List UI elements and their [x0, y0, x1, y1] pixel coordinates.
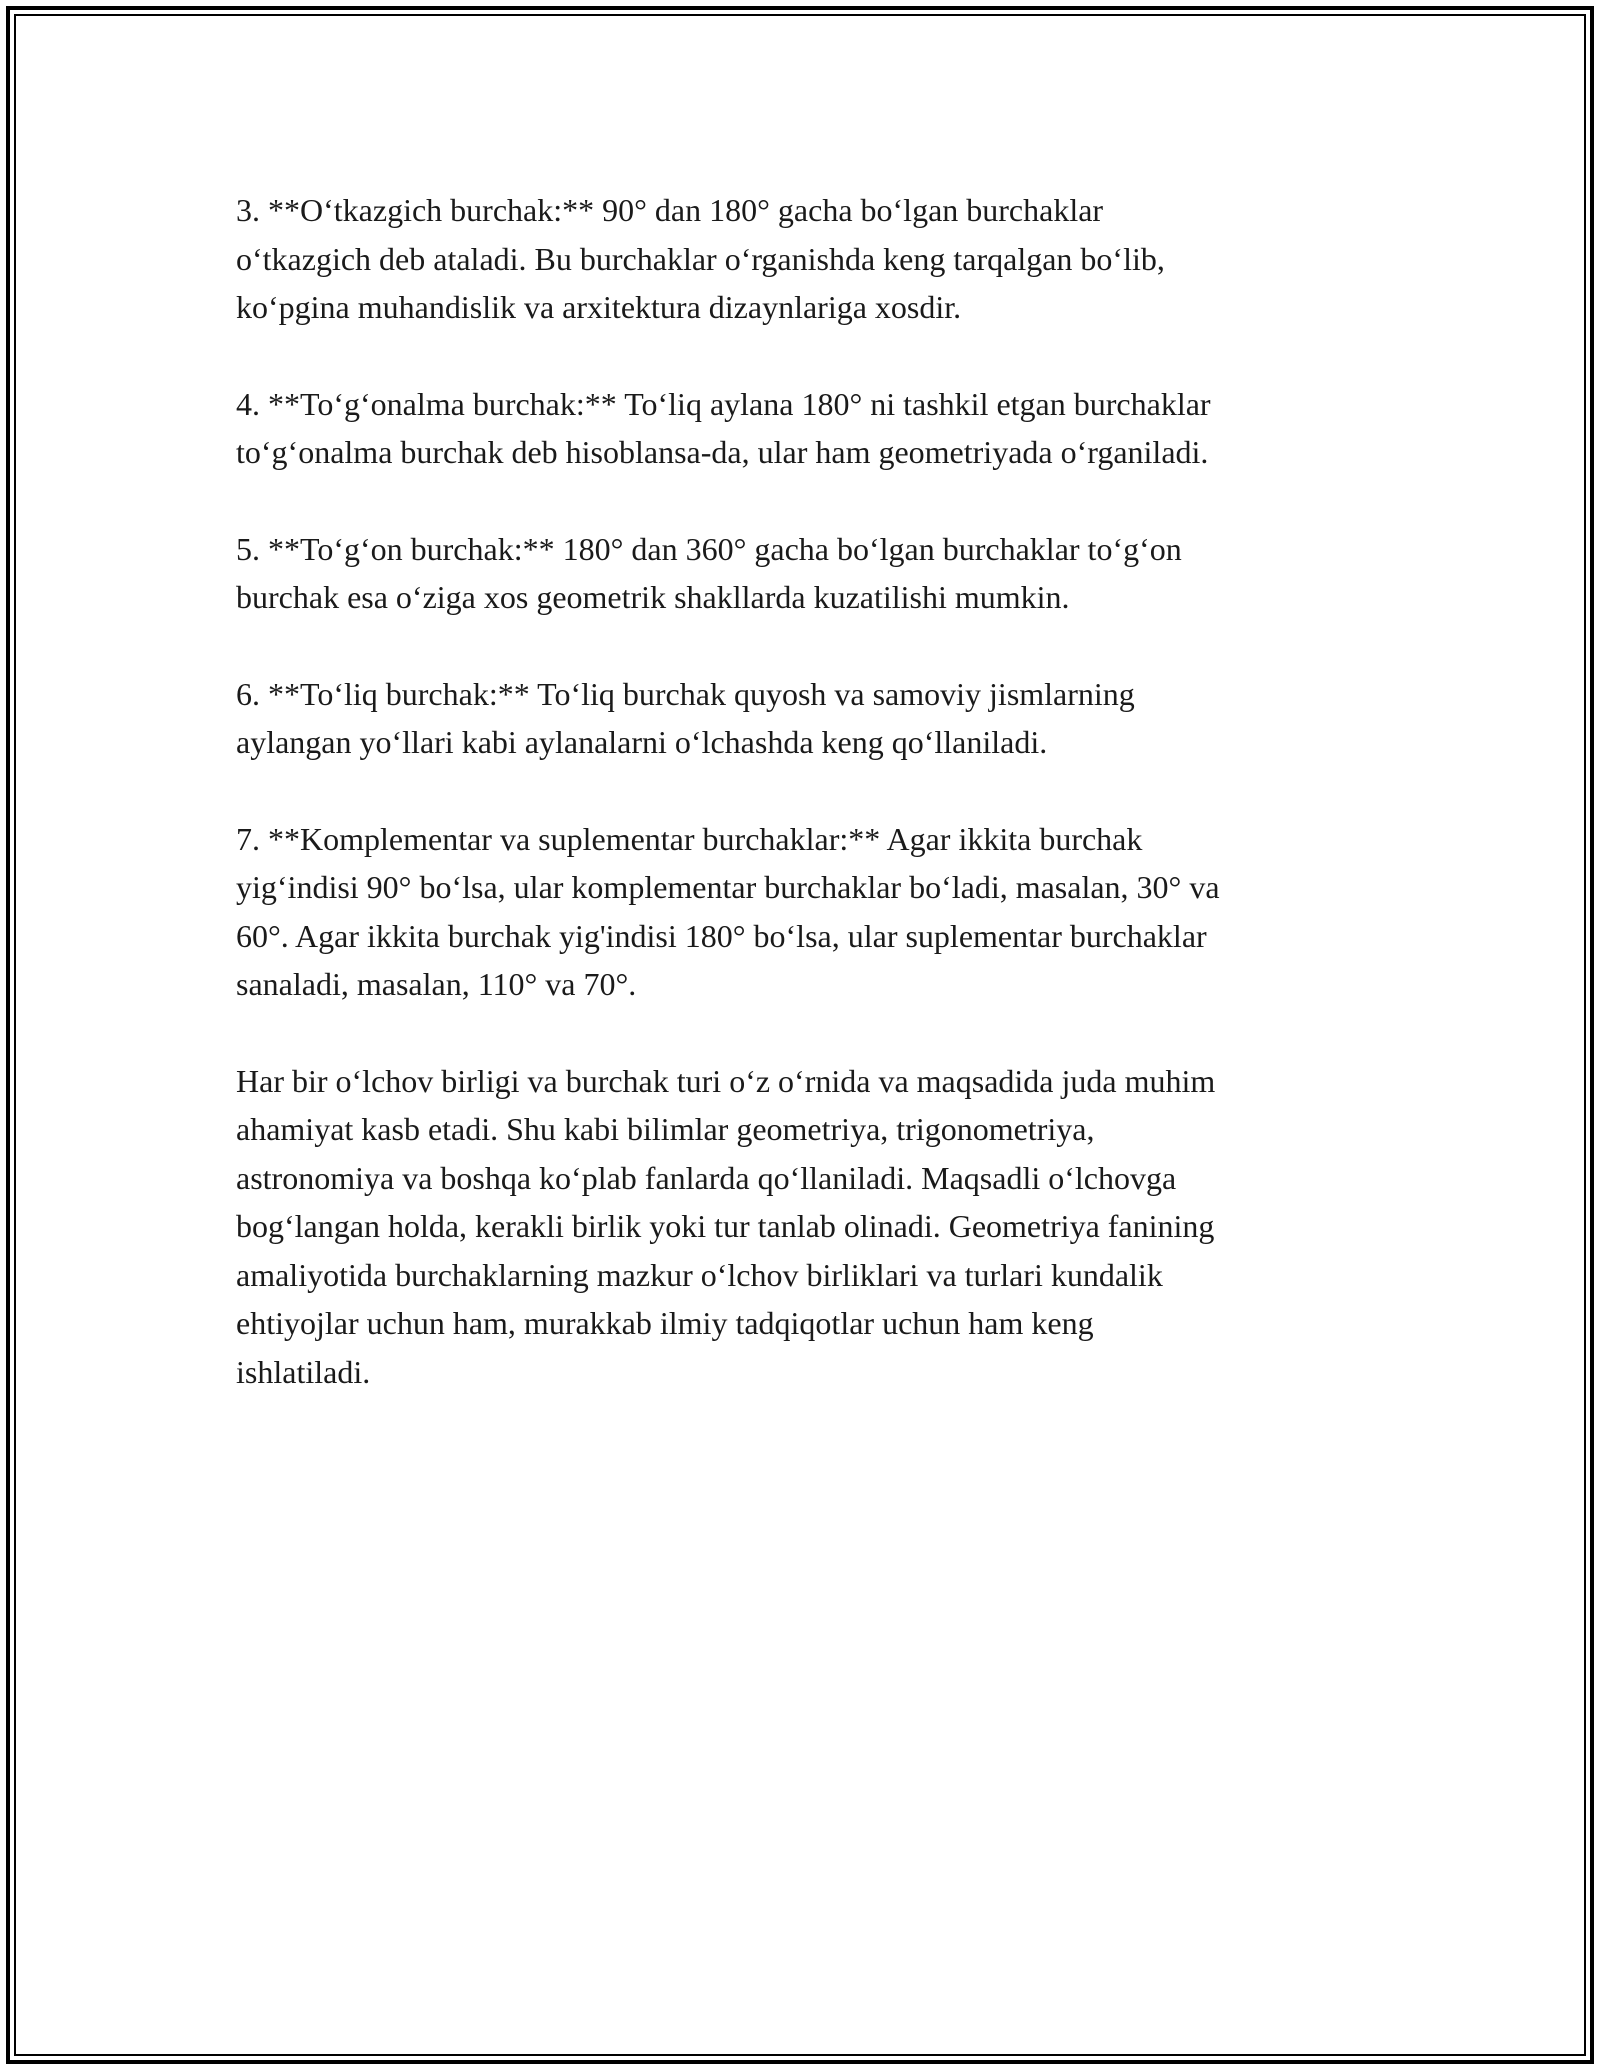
- text-line: astronomiya va boshqa ko‘plab fanlarda qo‘llaniladi. Maqsadli o‘lchovga: [236, 1159, 1177, 1196]
- text-line: ehtiyojlar uchun ham, murakkab ilmiy tadqiqotlar uchun ham keng: [236, 1305, 1094, 1341]
- text-line: o‘tkazgich deb ataladi. Bu burchaklar o‘rganishda keng tarqalgan bo‘lib,: [236, 240, 1165, 277]
- text-line: aylangan yo‘llari kabi aylanalarni o‘lchashda keng qo‘llaniladi.: [236, 724, 1048, 760]
- text-line: ko‘pgina muhandislik va arxitektura dizaynlariga xosdir.: [236, 289, 962, 325]
- text-line: 5. **To‘g‘on burchak:** 180° dan 360° gacha bo‘lgan burchaklar to‘g‘on: [236, 530, 1182, 567]
- text-line: 4. **To‘g‘onalma burchak:** To‘liq aylana 180° ni tashkil etgan burchaklar: [236, 385, 1211, 422]
- paragraph-item-5: [236, 525, 1376, 622]
- text-line: 7. **Komplementar va suplementar burchaklar:** Agar ikkita burchak: [236, 820, 1143, 857]
- text-line: ishlatiladi.: [236, 1353, 371, 1390]
- text-line: 3. **O‘tkazgich burchak:** 90° dan 180° gacha bo‘lgan burchaklar: [236, 192, 1104, 228]
- document-body: [236, 186, 1376, 1444]
- paragraph-item-6: [236, 670, 1376, 767]
- text-line: yig‘indisi 90° bo‘lsa, ular komplementar burchaklar bo‘ladi, masalan, 30° va: [236, 869, 1220, 905]
- text-line: 6. **To‘liq burchak:** To‘liq burchak quyosh va samoviy jismlarning: [236, 675, 1135, 712]
- text-line: bog‘langan holda, kerakli birlik yoki tur tanlab olinadi. Geometriya fanining: [236, 1208, 1215, 1244]
- text-line: Har bir o‘lchov birligi va burchak turi o‘z o‘rnida va maqsadida juda muhim: [236, 1062, 1216, 1099]
- paragraph-item-4: [236, 380, 1376, 477]
- text-line: to‘g‘onalma burchak deb hisoblansa-da, ular ham geometriyada o‘rganiladi.: [236, 434, 1209, 470]
- paragraph-item-3: [236, 186, 1376, 332]
- paragraph-item-7: [236, 815, 1376, 1009]
- text-line: burchak esa o‘ziga xos geometrik shakllarda kuzatilishi mumkin.: [236, 579, 1070, 615]
- text-line: ahamiyat kasb etadi. Shu kabi bilimlar geometriya, trigonometriya,: [236, 1111, 1095, 1147]
- paragraph-conclusion: [236, 1057, 1376, 1397]
- text-line: 60°. Agar ikkita burchak yig'indisi 180° bo‘lsa, ular suplementar burchaklar: [236, 917, 1207, 954]
- text-line: sanaladi, masalan, 110° va 70°.: [236, 966, 637, 1002]
- text-line: amaliyotida burchaklarning mazkur o‘lchov birliklari va turlari kundalik: [236, 1256, 1163, 1293]
